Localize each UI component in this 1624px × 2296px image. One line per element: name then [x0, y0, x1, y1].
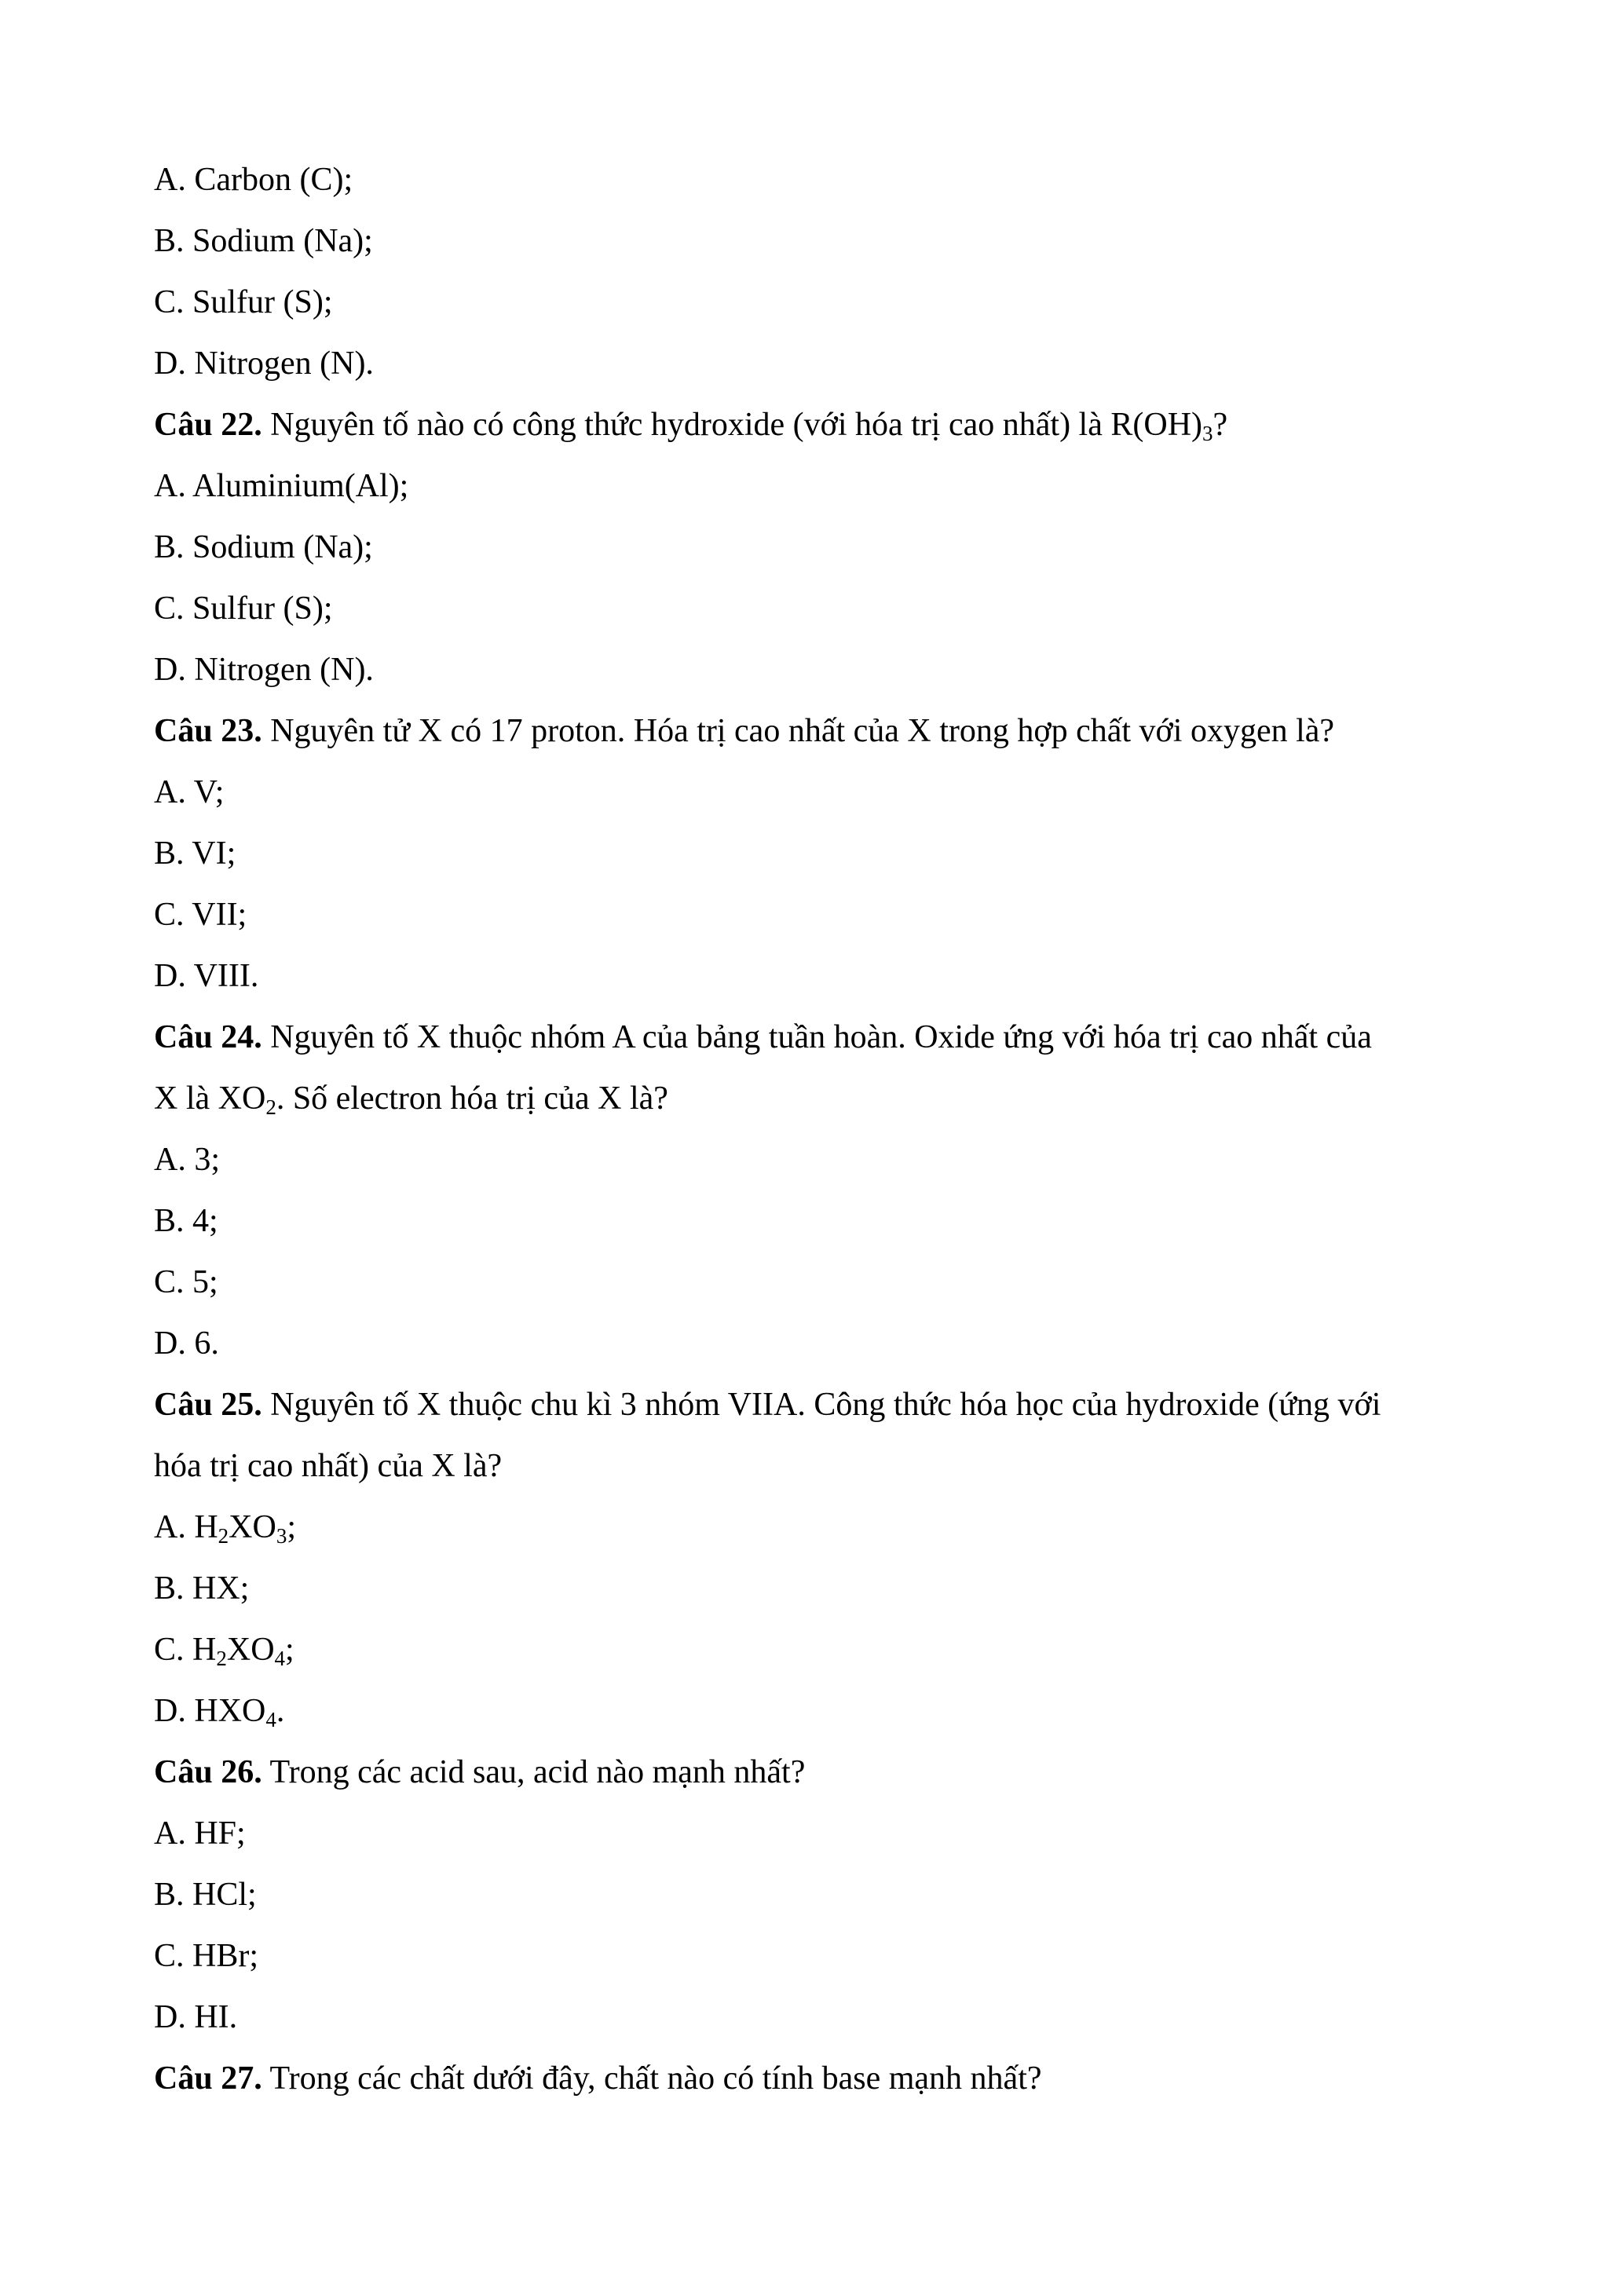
line-text: ; [287, 1509, 297, 1545]
line-text: D. Nitrogen (N). [154, 652, 374, 688]
line-text: A. H [154, 1509, 218, 1545]
line-text: C. 5; [154, 1264, 218, 1300]
line-text: ; [285, 1632, 294, 1668]
question-number: Câu 27. [154, 2060, 262, 2097]
line-text: D. HXO [154, 1693, 266, 1729]
question-stem [154, 394, 1481, 455]
line-text: A. V; [154, 774, 225, 810]
subscript-text: 3 [1202, 422, 1213, 445]
answer-option [154, 762, 1481, 823]
answer-option [154, 578, 1481, 639]
question-stem-continued [154, 1068, 1481, 1129]
line-text: X là XO [154, 1080, 266, 1117]
answer-option [154, 1129, 1481, 1190]
line-text: ? [1213, 407, 1228, 443]
answer-option [154, 1864, 1481, 1925]
answer-option [154, 1558, 1481, 1619]
question-block [154, 700, 1481, 1007]
answer-option [154, 1252, 1481, 1313]
question-stem [154, 1374, 1481, 1435]
line-text: C. H [154, 1632, 217, 1668]
question-number: Câu 22. [154, 407, 262, 443]
answer-option [154, 455, 1481, 517]
line-text: A. 3; [154, 1142, 220, 1178]
line-text: Trong các chất dưới đây, chất nào có tính base mạnh nhất? [262, 2060, 1042, 2097]
question-block [154, 1742, 1481, 2048]
line-text: B. HX; [154, 1570, 250, 1607]
line-text: . Số electron hóa trị của X là? [276, 1080, 668, 1117]
question-stem [154, 2048, 1481, 2109]
line-text: XO [226, 1632, 275, 1668]
line-text: . [276, 1693, 285, 1729]
answer-option [154, 1803, 1481, 1864]
subscript-text: 3 [276, 1524, 287, 1548]
answer-option [154, 517, 1481, 578]
answer-option [154, 945, 1481, 1007]
subscript-text: 2 [265, 1095, 276, 1119]
line-text: D. 6. [154, 1325, 219, 1362]
question-block [154, 1374, 1481, 1742]
line-text: Trong các acid sau, acid nào mạnh nhất? [262, 1754, 806, 1790]
line-text: B. HCl; [154, 1877, 257, 1913]
question-block [154, 394, 1481, 700]
subscript-text: 4 [265, 1708, 276, 1731]
subscript-text: 2 [218, 1524, 229, 1548]
question-number: Câu 24. [154, 1019, 262, 1055]
answer-option [154, 1619, 1481, 1680]
answer-option [154, 1987, 1481, 2048]
document-page [154, 149, 1481, 2109]
answer-option [154, 1313, 1481, 1374]
question-stem [154, 1007, 1481, 1068]
question-number: Câu 23. [154, 713, 262, 749]
line-text: B. Sodium (Na); [154, 529, 373, 565]
subscript-text: 4 [274, 1647, 286, 1670]
option-line: A. Carbon (C); [154, 162, 353, 198]
question-list [154, 394, 1481, 2109]
option-line: D. Nitrogen (N). [154, 345, 374, 382]
line-text: A. HF; [154, 1815, 246, 1852]
question-block [154, 2048, 1481, 2109]
line-text: D. HI. [154, 1999, 238, 2035]
question-number: Câu 26. [154, 1754, 262, 1790]
line-text: XO [229, 1509, 276, 1545]
answer-option [154, 884, 1481, 945]
question-number: Câu 25. [154, 1387, 262, 1423]
line-text: A. Aluminium(Al); [154, 468, 409, 504]
answer-option [154, 1497, 1481, 1558]
line-text: C. VII; [154, 897, 247, 933]
line-text: C. HBr; [154, 1938, 259, 1974]
option-line: B. Sodium (Na); [154, 223, 373, 259]
line-text: hóa trị cao nhất) của X là? [154, 1448, 503, 1484]
carryover-options [154, 149, 1481, 394]
line-text: B. 4; [154, 1203, 218, 1239]
question-stem [154, 700, 1481, 762]
line-text: Nguyên tử X có 17 proton. Hóa trị cao nhất của X trong hợp chất với oxygen là? [262, 713, 1335, 749]
line-text: B. VI; [154, 835, 236, 872]
line-text: Nguyên tố X thuộc nhóm A của bảng tuần hoàn. Oxide ứng với hóa trị cao nhất của [262, 1019, 1372, 1055]
question-block [154, 1007, 1481, 1374]
answer-option [154, 1680, 1481, 1742]
answer-option [154, 1190, 1481, 1252]
answer-option [154, 1925, 1481, 1987]
answer-option [154, 823, 1481, 884]
option-line: C. Sulfur (S); [154, 284, 333, 320]
line-text: Nguyên tố X thuộc chu kì 3 nhóm VIIA. Công thức hóa học của hydroxide (ứng với [262, 1387, 1381, 1423]
answer-option [154, 639, 1481, 700]
question-stem [154, 1742, 1481, 1803]
line-text: C. Sulfur (S); [154, 590, 333, 627]
line-text: Nguyên tố nào có công thức hydroxide (với hóa trị cao nhất) là R(OH) [262, 407, 1203, 443]
question-stem-continued [154, 1435, 1481, 1497]
line-text: D. VIII. [154, 958, 259, 994]
subscript-text: 2 [216, 1647, 227, 1670]
